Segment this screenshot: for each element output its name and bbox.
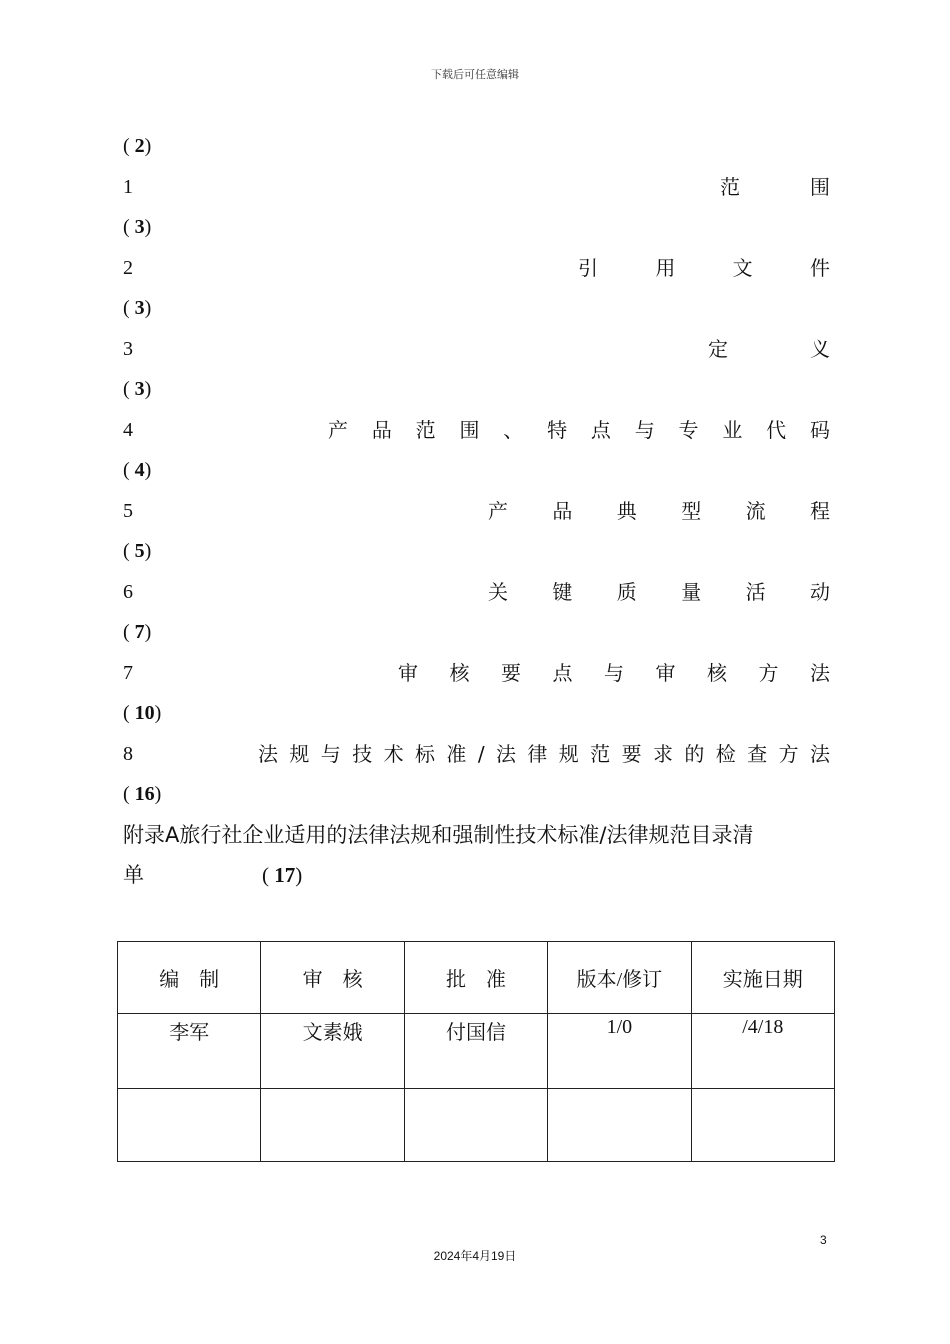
toc-page-ref: ( 5) xyxy=(123,540,152,562)
toc-page-ref: ( 4) xyxy=(123,459,152,481)
approver-value: 付国信 xyxy=(404,1014,547,1089)
toc-page-ref: ( 7) xyxy=(123,621,152,643)
appendix-title-cont: 单 xyxy=(123,863,144,887)
page-header: 下载后可任意编辑 xyxy=(431,68,519,81)
toc-page-ref: ( 10) xyxy=(123,702,162,724)
table-header-row xyxy=(118,942,835,1014)
toc-page-ref: ( 3) xyxy=(123,216,152,238)
header-compiler: 编 制 xyxy=(118,942,261,1014)
header-effective-date: 实施日期 xyxy=(691,942,834,1014)
toc-entry[interactable]: 7 审核要点与审核方法 xyxy=(123,653,830,693)
toc-page-ref: ( 16) xyxy=(123,783,162,805)
toc-entry[interactable]: 4 产品范围、特点与专业代码 xyxy=(123,410,830,450)
header-approver: 批 准 xyxy=(404,942,547,1014)
toc-page-ref: ( 2) xyxy=(123,135,152,157)
toc-entry-title: 关键质量活动 xyxy=(488,580,830,604)
compiler-value: 李军 xyxy=(118,1014,261,1089)
toc-page-ref: ( 3) xyxy=(123,378,152,400)
approval-table xyxy=(117,941,835,1162)
version-value: 1/0 xyxy=(548,1014,691,1089)
toc-entry-title: 法规与技术标准/法律规范要求的检查方法 xyxy=(258,742,830,766)
toc-entry[interactable]: 5 产品典型流程 xyxy=(123,491,830,531)
page-number: 3 xyxy=(820,1233,827,1247)
toc-entry-title: 审核要点与审核方法 xyxy=(398,661,830,685)
header-version: 版本/修订 xyxy=(548,942,691,1014)
table-row xyxy=(118,1014,835,1089)
appendix-page-ref: ( 17) xyxy=(262,863,303,887)
toc-page-ref: ( 3) xyxy=(123,297,152,319)
header-reviewer: 审 核 xyxy=(261,942,404,1014)
toc-entry-title: 引用文件 xyxy=(578,256,830,280)
effective-date-value: /4/18 xyxy=(691,1014,834,1089)
toc-entry[interactable]: 6 关键质量活动 xyxy=(123,572,830,612)
toc-entry-title: 产品范围、特点与专业代码 xyxy=(328,418,830,442)
toc-entry-title: 产品典型流程 xyxy=(488,499,830,523)
toc-entry-title: 范围 xyxy=(720,175,830,199)
table-row-empty xyxy=(118,1089,835,1162)
toc-entry-title: 定义 xyxy=(708,337,830,361)
page-footer-date: 2024年4月19日 xyxy=(433,1249,517,1263)
appendix-title: 附录A旅行社企业适用的法律法规和强制性技术标准/法律规范目录清 xyxy=(123,823,754,847)
toc-entry[interactable]: 2 引用文件 xyxy=(123,248,830,288)
reviewer-value: 文素娥 xyxy=(261,1014,404,1089)
toc-entry[interactable]: 1 范围 xyxy=(123,167,830,207)
toc-entry[interactable]: 8 法规与技术标准/法律规范要求的检查方法 xyxy=(123,734,830,774)
toc-entry[interactable]: 3 定义 xyxy=(123,329,830,369)
toc-appendix-entry[interactable] xyxy=(123,815,830,895)
